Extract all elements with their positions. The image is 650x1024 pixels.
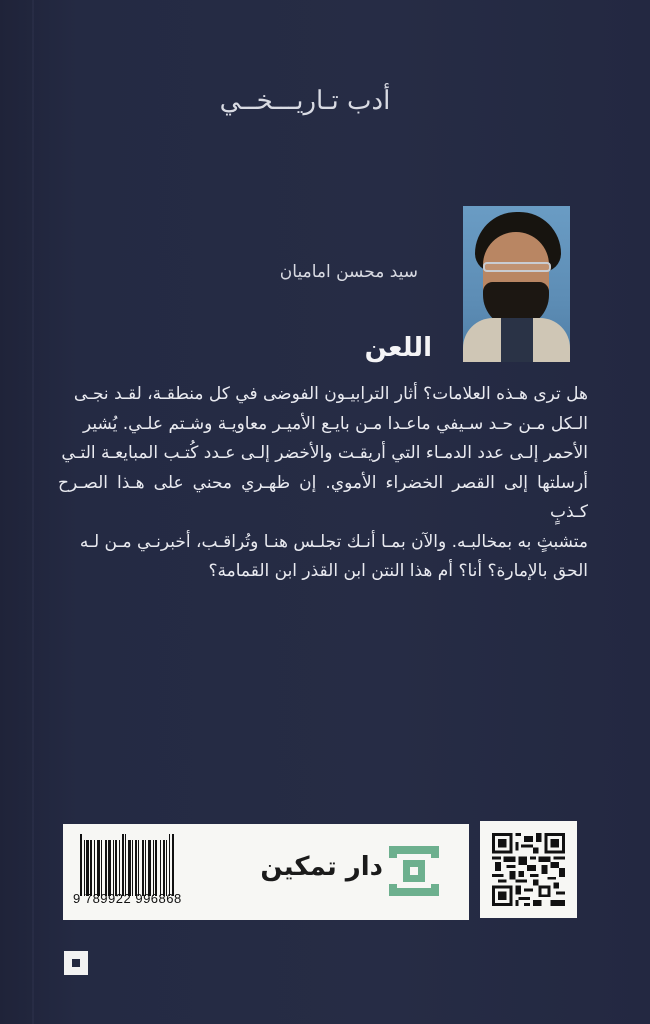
author-photo (463, 206, 570, 362)
qr-code-icon (492, 833, 565, 906)
blurb-line: هل ترى هـذه العلامات؟ أثار الترابيـون الفوضى في كل منطقـة، لقـد نجـى (73, 384, 588, 404)
series-label: أدب تـاريـــخــي (219, 86, 391, 116)
publisher-name: دار تمكين (260, 852, 383, 882)
corner-square-icon (64, 951, 88, 975)
blurb-line: الأحمر إلـى عدد الدمـاء التي أريقـت والأخضر إلـى عـدد كُتـب المبايعـة التـي (61, 443, 588, 463)
barcode-icon (80, 832, 206, 896)
blurb-line: أرسلتها إلى القصر الخضراء الأموي. إن ظهـري محني على هـذا الصـرح كـذبٍ (58, 472, 588, 522)
glasses-icon (483, 262, 551, 272)
blurb-line: متشبثٍ به بمخالبـه. والآن بمـا أنـك تجلـس هنـا وتُراقـب، أخبرنـي مـن لـه (79, 531, 588, 552)
book-title: اللعن (364, 333, 432, 363)
blurb-text (58, 380, 588, 587)
author-name: سيد محسن اماميان (279, 262, 418, 282)
blurb-line: الحق بالإمارة؟ أنا؟ أم هذا النتن ابن القذر ابن القمامة؟ (208, 561, 588, 581)
blurb-line: الـكل مـن حـد سـيفي ماعـدا مـن بايـع الأميـر معاويـة وشـتم علـي. يُشير (82, 413, 588, 434)
spine-fold (32, 0, 34, 1024)
barcode-panel (63, 824, 469, 920)
qr-panel (480, 821, 577, 918)
isbn-number: 9 789922 996868 (73, 891, 182, 906)
publisher-logo-icon (385, 842, 443, 900)
